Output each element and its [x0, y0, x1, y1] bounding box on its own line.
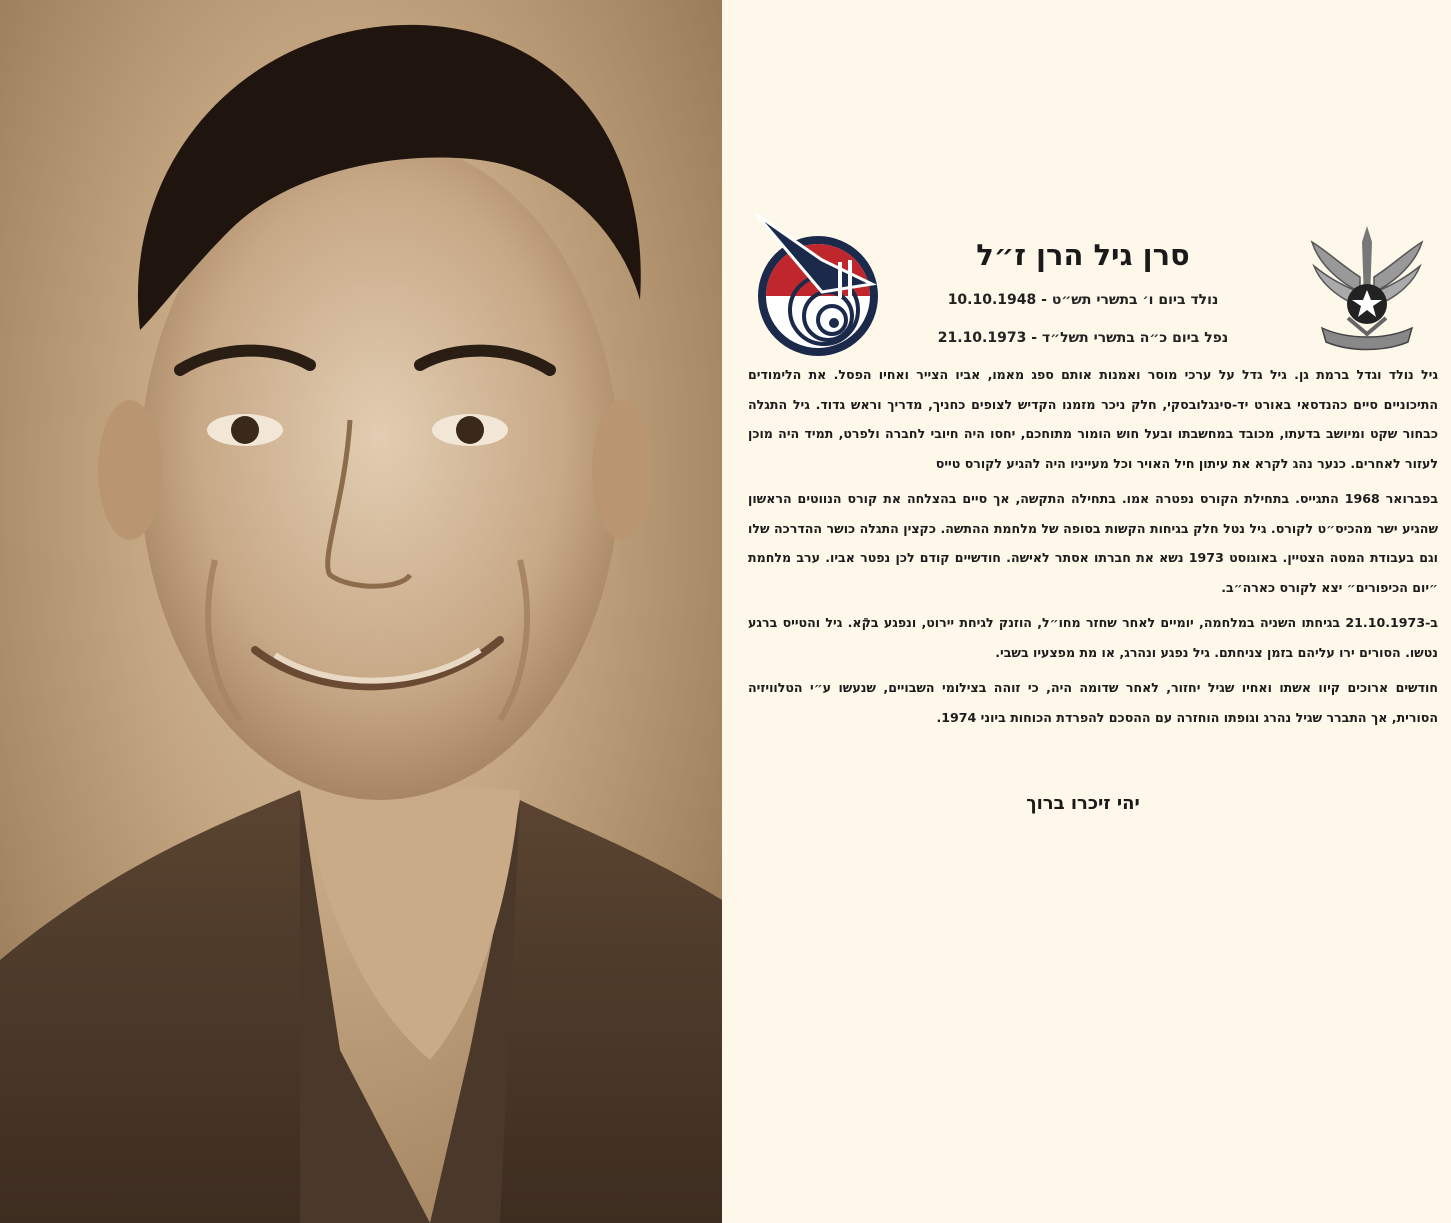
memorial-text-panel: [728, 0, 1451, 1223]
squadron-emblem-icon: [752, 210, 884, 360]
bio-paragraph: חודשים ארוכים קיוו אשתו ואחיו שגיל יחזור, לאחר שדומה היה, כי זוהה בצילומי השבויים, שנעשו ע״י הטלוויזיה הסורית, אך התברר שגיל נהרג וגופתו הוחזרה עם ההסכם להפרדת הכוחות ביוני 1974.: [748, 680, 1438, 725]
birth-date-line: נולד ביום ו׳ בתשרי תש״ט - 10.10.1948: [947, 292, 1219, 308]
bio-paragraph: ב-21.10.1973 בגיחתו השניה במלחמה, יומיים לאחר שחזר מחו״ל, הוזנק לגיחת יירוט, ונפגע בקֿא. גיל והטייס ברגע נטשו. הסורים ירו עליהם בזמן צניחתם. גיל נפגע ונהרג, או מת מפצעיו בשבי.: [748, 615, 1438, 660]
portrait-icon: [0, 0, 722, 1223]
bio-paragraph: גיל נולד וגדל ברמת גן. גיל גדל על ערכי מוסר ואמנות אותם ספג מאמו, אביו הצייר ואחיו הפסל. את הלימודים התיכוניים סיים כהנדסאי באורט יד-סינגלובסקי, חלק ניכר מזמנו הקדיש לצופים כחניך, מדריך וראש גדוד. גיל התגלה כבחור שקט ומיושב בדעתו, מכובד במחשבתו ובעל חוש הומור מתוחכם, יחסו היה חיובי לחברה ולפרט, תמיד היה מוכן לעזור לאחרים. כנער נהג לקרא את עיתון חיל האויר וכל מעייניו היה להגיע לקורס טייס: [748, 367, 1438, 471]
air-force-emblem-icon: [1308, 222, 1426, 360]
bio-paragraph: בפברואר 1968 התגייס. בתחילת הקורס נפטרה אמו. בתחילה התקשה, אך סיים בהצלחה את קורס הנווטים הראשון שהגיע ישר מהכיס״ט לקורס. גיל נטל חלק בגיחות הקשות בסופה של מלחמת ההתשה. כקצין התגלה כושר ההדרכה שלו וגם בעבודת המטה הצטיין. באוגוסט 1973 נשא את חברתו אסתר לאישה. חודשיים קודם לכן נפטר אביו. ערב מלחמת ״יום הכיפורים״ יצא לקורס כארה״ב.: [748, 491, 1439, 595]
closing-blessing: יהי זיכרו ברוך: [1026, 793, 1140, 814]
death-date-line: נפל ביום כ״ה בתשרי תשל״ד - 21.10.1973: [937, 330, 1229, 346]
portrait-photo: [0, 0, 722, 1223]
page-title: סרן גיל הרן ז״ל: [976, 238, 1190, 272]
biography: [748, 360, 1438, 738]
